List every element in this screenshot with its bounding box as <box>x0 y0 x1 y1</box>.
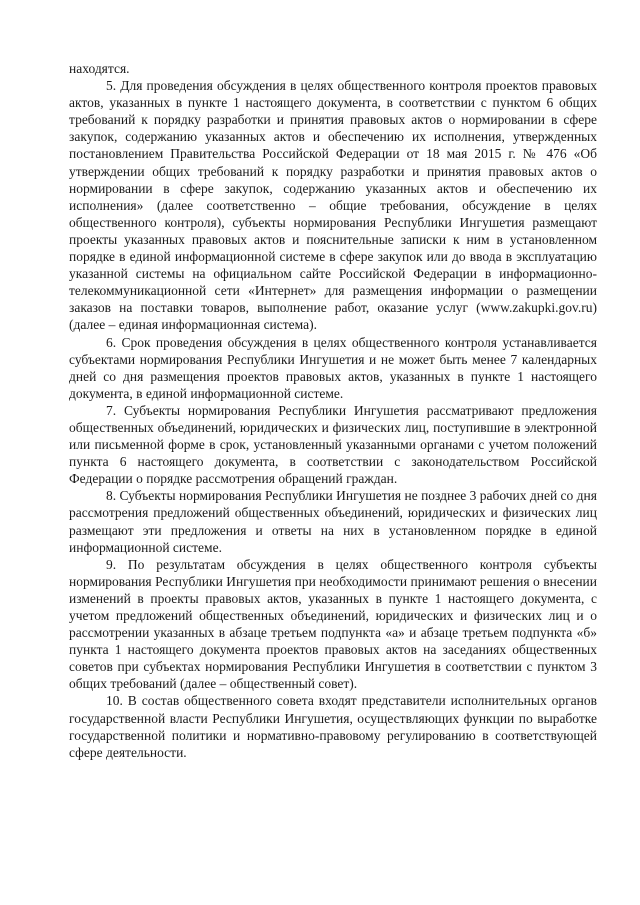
paragraph-9: 9. По результатам обсуждения в целях общественного контроля субъекты нормирования Республики Ингушетия при необходимости принимают решения о внесении изменений в проекты правовых актов, указанных в пункте 1 настоящего документа, с учетом предложений общественных объединений, юридических и физических лиц и о рассмотрении указанных в абзаце третьем подпункта «а» и абзаце третьем подпункта «б» пункта 1 настоящего документа проектов правовых актов на заседаниях общественных советов при субъектах нормирования Республики Ингушетия в соответствии с пунктом 3 общих требований (далее – общественный совет). <box>69 556 597 692</box>
paragraph-continuation: находятся. <box>69 61 130 76</box>
paragraph-5: 5. Для проведения обсуждения в целях общественного контроля проектов правовых актов, указанных в пункте 1 настоящего документа, в соответствии с пунктом 6 общих требований к порядку разработки и принятия правовых актов о нормировании в сфере закупок, содержанию указанных актов и обеспечению их исполнения, утвержденных постановлением Правительства Российской Федерации от 18 мая 2015 г. № 476 «Об утверждении общих требований к порядку разработки и принятия правовых актов о нормировании в сфере закупок, содержанию указанных актов и обеспечению их исполнения» (далее соответственно – общие требования, обсуждение в целях общественного контроля), субъекты нормирования Республики Ингушетия размещают проекты указанных правовых актов и пояснительные записки к ним в установленном порядке в единой информационной системе в сфере закупок или до ввода в эксплуатацию указанной системы на официальном сайте Российской Федерации в информационно-телекоммуникационной сети «Интернет» для размещения информации о размещении заказов на поставки товаров, выполнение работ, оказание услуг (www.zakupki.gov.ru) (далее – единая информационная система). <box>69 78 597 333</box>
paragraph-8: 8. Субъекты нормирования Республики Ингушетия не позднее 3 рабочих дней со дня рассмотрения предложений общественных объединений, юридических и физических лиц размещают эти предложения и ответы на них в установленном порядке в единой информационной системе. <box>69 488 597 555</box>
paragraph-10: 10. В состав общественного совета входят представители исполнительных органов государственной власти Республики Ингушетия, осуществляющих функции по выработке государственной политики и нормативно-правовому регулированию в соответствующей сфере деятельности. <box>69 693 597 760</box>
document-page <box>69 60 597 761</box>
paragraph-6: 6. Срок проведения обсуждения в целях общественного контроля устанавливается субъектами нормирования Республики Ингушетия и не может быть менее 7 календарных дней со дня размещения проектов правовых актов, указанных в пункте 1 настоящего документа, в единой информационной системе. <box>69 334 597 401</box>
paragraph-7: 7. Субъекты нормирования Республики Ингушетия рассматривают предложения общественных объединений, юридических и физических лиц, поступившие в электронной или письменной форме в срок, установленный указанными органами с учетом положений пункта 6 настоящего документа, в соответствии с законодательством Российской Федерации о порядке рассмотрения обращений граждан. <box>69 402 597 487</box>
